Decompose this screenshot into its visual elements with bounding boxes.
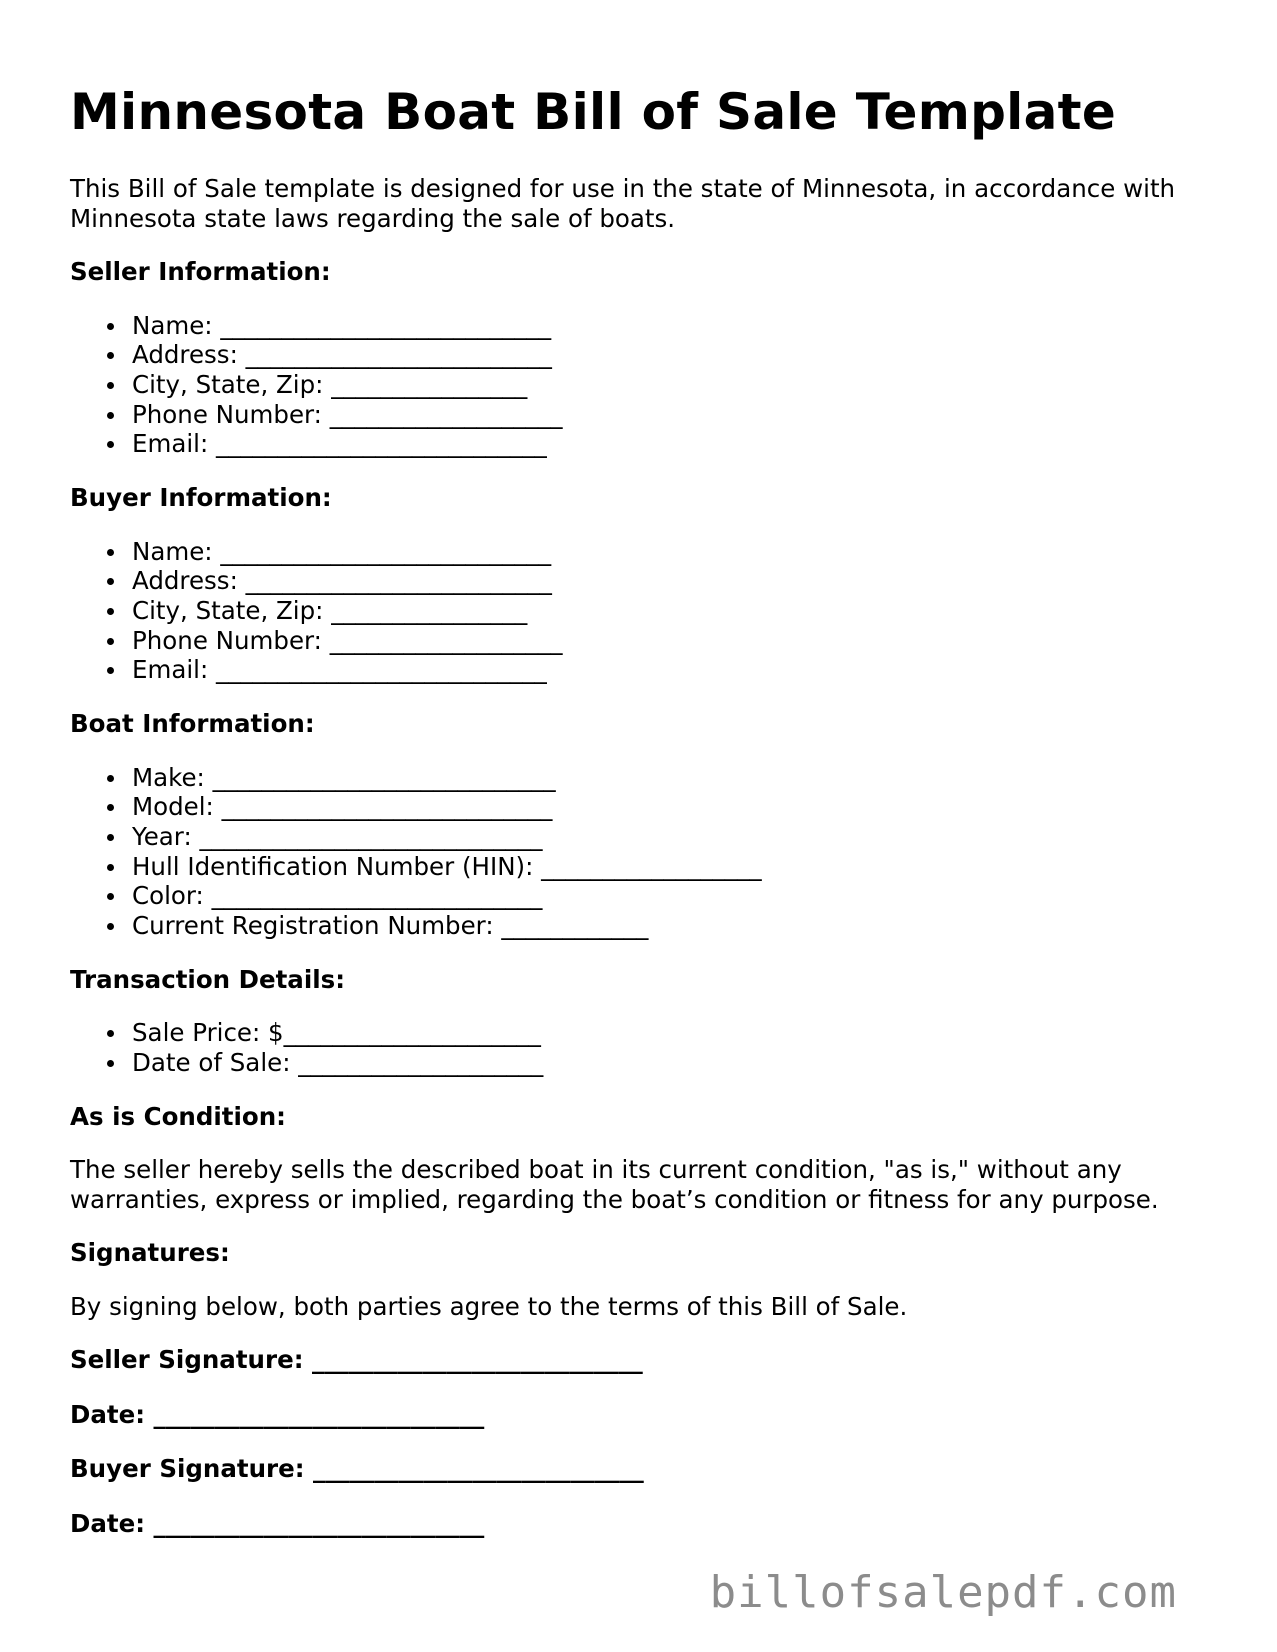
watermark: billofsalepdf.com [709, 1567, 1177, 1618]
transaction-section-heading: Transaction Details: [70, 964, 346, 994]
date-of-sale-field: Date of Sale: ____________________ [132, 1048, 1220, 1078]
seller-email-field: Email: ___________________________ [132, 429, 1220, 459]
boat-model-field: Model: ___________________________ [132, 792, 1220, 822]
signatures-section-heading: Signatures: [70, 1238, 230, 1268]
boat-registration-field: Current Registration Number: ____________ [132, 911, 1220, 941]
buyer-info-list [70, 537, 1220, 686]
signatures-paragraph: By signing below, both parties agree to the terms of this Bill of Sale. [70, 1291, 908, 1321]
buyer-phone-field: Phone Number: ___________________ [132, 626, 1220, 656]
boat-color-field: Color: ___________________________ [132, 881, 1220, 911]
seller-name-field: Name: ___________________________ [132, 311, 1220, 341]
boat-info-list [70, 763, 1220, 941]
boat-make-field: Make: ____________________________ [132, 763, 1220, 793]
boat-hin-field: Hull Identification Number (HIN): __________________ [132, 852, 1220, 882]
boat-year-field: Year: ____________________________ [132, 822, 1220, 852]
seller-city-state-zip-field: City, State, Zip: ________________ [132, 370, 1220, 400]
seller-date-line: Date: ___________________________ [70, 1399, 485, 1429]
intro-paragraph: This Bill of Sale template is designed for use in the state of Minnesota, in accordance with Minnesota state laws regarding the sale of boats. [70, 174, 1176, 233]
transaction-details-list [70, 1018, 1220, 1077]
buyer-email-field: Email: ___________________________ [132, 655, 1220, 685]
boat-section-heading: Boat Information: [70, 709, 315, 739]
buyer-date-line: Date: ___________________________ [70, 1508, 485, 1538]
seller-info-list [70, 311, 1220, 460]
condition-section-heading: As is Condition: [70, 1101, 286, 1131]
seller-signature-line: Seller Signature: ___________________________ [70, 1345, 643, 1375]
seller-address-field: Address: _________________________ [132, 340, 1220, 370]
buyer-name-field: Name: ___________________________ [132, 537, 1220, 567]
seller-phone-field: Phone Number: ___________________ [132, 400, 1220, 430]
bill-of-sale-document [70, 78, 1220, 1563]
buyer-city-state-zip-field: City, State, Zip: ________________ [132, 596, 1220, 626]
seller-section-heading: Seller Information: [70, 257, 331, 286]
buyer-address-field: Address: _________________________ [132, 566, 1220, 596]
buyer-section-heading: Buyer Information: [70, 483, 332, 513]
sale-price-field: Sale Price: $_____________________ [132, 1018, 1220, 1048]
buyer-signature-line: Buyer Signature: ___________________________ [70, 1454, 644, 1484]
document-title: Minnesota Boat Bill of Sale Template [70, 83, 1117, 141]
condition-paragraph: The seller hereby sells the described boat in its current condition, "as is," without any warranties, express or implied, regarding the boat’s condition or fitness for any purpose. [70, 1155, 1159, 1214]
